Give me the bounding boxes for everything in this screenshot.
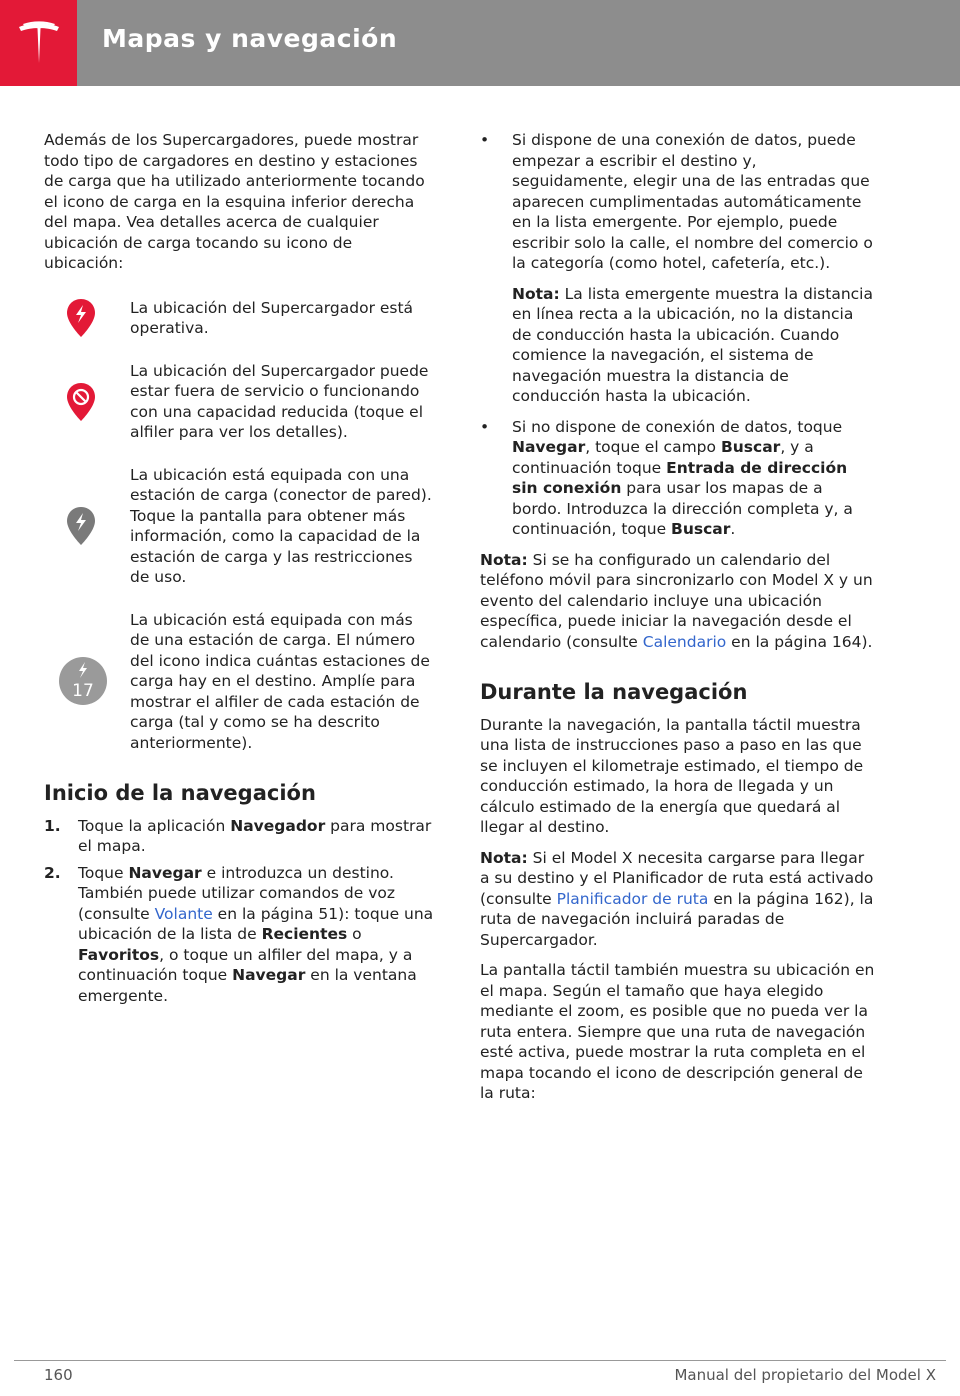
page-number: 160 bbox=[44, 1366, 73, 1384]
legend-text: La ubicación del Supercargador puede estar fuera de servicio o funcionando con una capacidad reducida (toque el alfiler para ver los detalles). bbox=[130, 361, 429, 441]
legend-text: La ubicación del Supercargador está operativa. bbox=[130, 298, 414, 337]
legend-text: La ubicación está equipada con más de una estación de carga. El número del icono indica cuántas estaciones de carga hay en el destino. Amplíe para mostrar el alfiler de cada estación de carga (tal y como se ha descrito anteriormente). bbox=[130, 610, 430, 752]
footer-divider bbox=[14, 1360, 946, 1361]
intro-paragraph: Además de los Supercargadores, puede mostrar todo tipo de cargadores en destino y estaciones de carga que ha utilizado anteriormente tocando el icono de carga en la esquina inferior derecha del mapa. Vea detalles acerca de cualquier ubicación de carga tocando su icono de ubicación: bbox=[44, 131, 425, 272]
legend-row bbox=[44, 361, 436, 443]
link-calendario[interactable]: Calendario bbox=[642, 632, 727, 651]
tesla-logo-icon bbox=[15, 19, 63, 67]
link-planificador-de-ruta[interactable]: Planificador de ruta bbox=[556, 889, 709, 908]
paragraph: La pantalla táctil también muestra su ubicación en el mapa. Según el tamaño que haya elegido mediante el zoom, es posible que no pueda ver la ruta entera. Siempre que una ruta de navegación esté activa, puede mostrar la ruta completa en el mapa tocando el icono de descripción general de la ruta: bbox=[480, 961, 875, 1102]
cluster-count: 17 bbox=[72, 681, 94, 702]
list-item: • Si dispone de una conexión de datos, puede empezar a escribir el destino y, seguidamente, elegir una de las entradas que aparecen cumplimentadas automáticamente en la lista emergente. Por ejemplo, puede escribir solo la calle, el nombre del comercio o la categoría (como hotel, cafetería, etc.). Nota: La lista emergente muestra la distancia en línea recta a la ubicación, no la distancia de conducción hasta la ubicación. Cuando comience la navegación, el sistema de navegación muestra la distancia de conducción hasta la ubicación. bbox=[444, 130, 876, 407]
charging-cluster-icon bbox=[58, 656, 108, 706]
legend-row bbox=[44, 610, 436, 754]
note: Nota: Si se ha configurado un calendario del teléfono móvil para sincronizarlo con Model X y un evento del calendario incluye una ubicación específica, puede iniciar la navegación desde el calendario (consulte Calendario en la página 164). bbox=[480, 550, 873, 651]
legend-row bbox=[44, 298, 436, 339]
manual-title: Manual del propietario del Model X bbox=[674, 1366, 936, 1384]
list-item: 1. Toque la aplicación Navegador para mostrar el mapa. bbox=[44, 816, 432, 855]
paragraph: Durante la navegación, la pantalla táctil muestra una lista de instrucciones paso a paso en las que se incluyen el kilometraje estimado, el tiempo de conducción estimado, la hora de llegada y un cálculo estimado de la energía que quedará al llegar al destino. bbox=[480, 715, 864, 836]
list-item: 2. Toque Navegar e introduzca un destino. También puede utilizar comandos de voz (consulte Volante en la página 51): toque una ubicación de la lista de Recientes o Favoritos, o toque un alfiler del mapa, y a continuación toque Navegar en la ventana emergente. bbox=[44, 863, 434, 1005]
note: Nota: La lista emergente muestra la distancia en línea recta a la ubicación, no la distancia de conducción hasta la ubicación. Cuando comience la navegación, el sistema de navegación muestra la distancia de conducción hasta la ubicación. bbox=[512, 284, 873, 405]
legend-text: La ubicación está equipada con una estación de carga (conector de pared). Toque la pantalla para obtener más información, como la capacidad de la estación de carga y las restricciones de uso. bbox=[130, 465, 432, 586]
steps-list bbox=[44, 816, 436, 1007]
list-item: • Si no dispone de conexión de datos, toque Navegar, toque el campo Buscar, y a continuación toque Entrada de dirección sin conexión para usar los mapas de a bordo. Introduzca la dirección completa y, a continuación, toque Buscar. bbox=[480, 417, 853, 538]
legend-row bbox=[44, 465, 436, 588]
tesla-logo bbox=[0, 0, 77, 86]
section-heading-during-navigation: Durante la navegación bbox=[480, 680, 748, 704]
supercharger-operational-pin-icon bbox=[66, 298, 96, 338]
bullet-list bbox=[444, 130, 876, 540]
note: Nota: Si el Model X necesita cargarse para llegar a su destino y el Planificador de ruta está activado (consulte Planificador de ruta en la página 162), la ruta de navegación incluirá paradas de Supercargador. bbox=[480, 848, 874, 949]
left-column bbox=[44, 130, 436, 1012]
section-heading-start-navigation: Inicio de la navegación bbox=[44, 781, 316, 805]
page-title: Mapas y navegación bbox=[102, 24, 398, 53]
charger-legend bbox=[44, 298, 436, 754]
supercharger-out-of-service-pin-icon bbox=[66, 382, 96, 422]
right-column bbox=[480, 130, 876, 1114]
page-header bbox=[0, 0, 960, 86]
wall-connector-pin-icon bbox=[66, 506, 96, 546]
link-volante[interactable]: Volante bbox=[154, 904, 213, 923]
